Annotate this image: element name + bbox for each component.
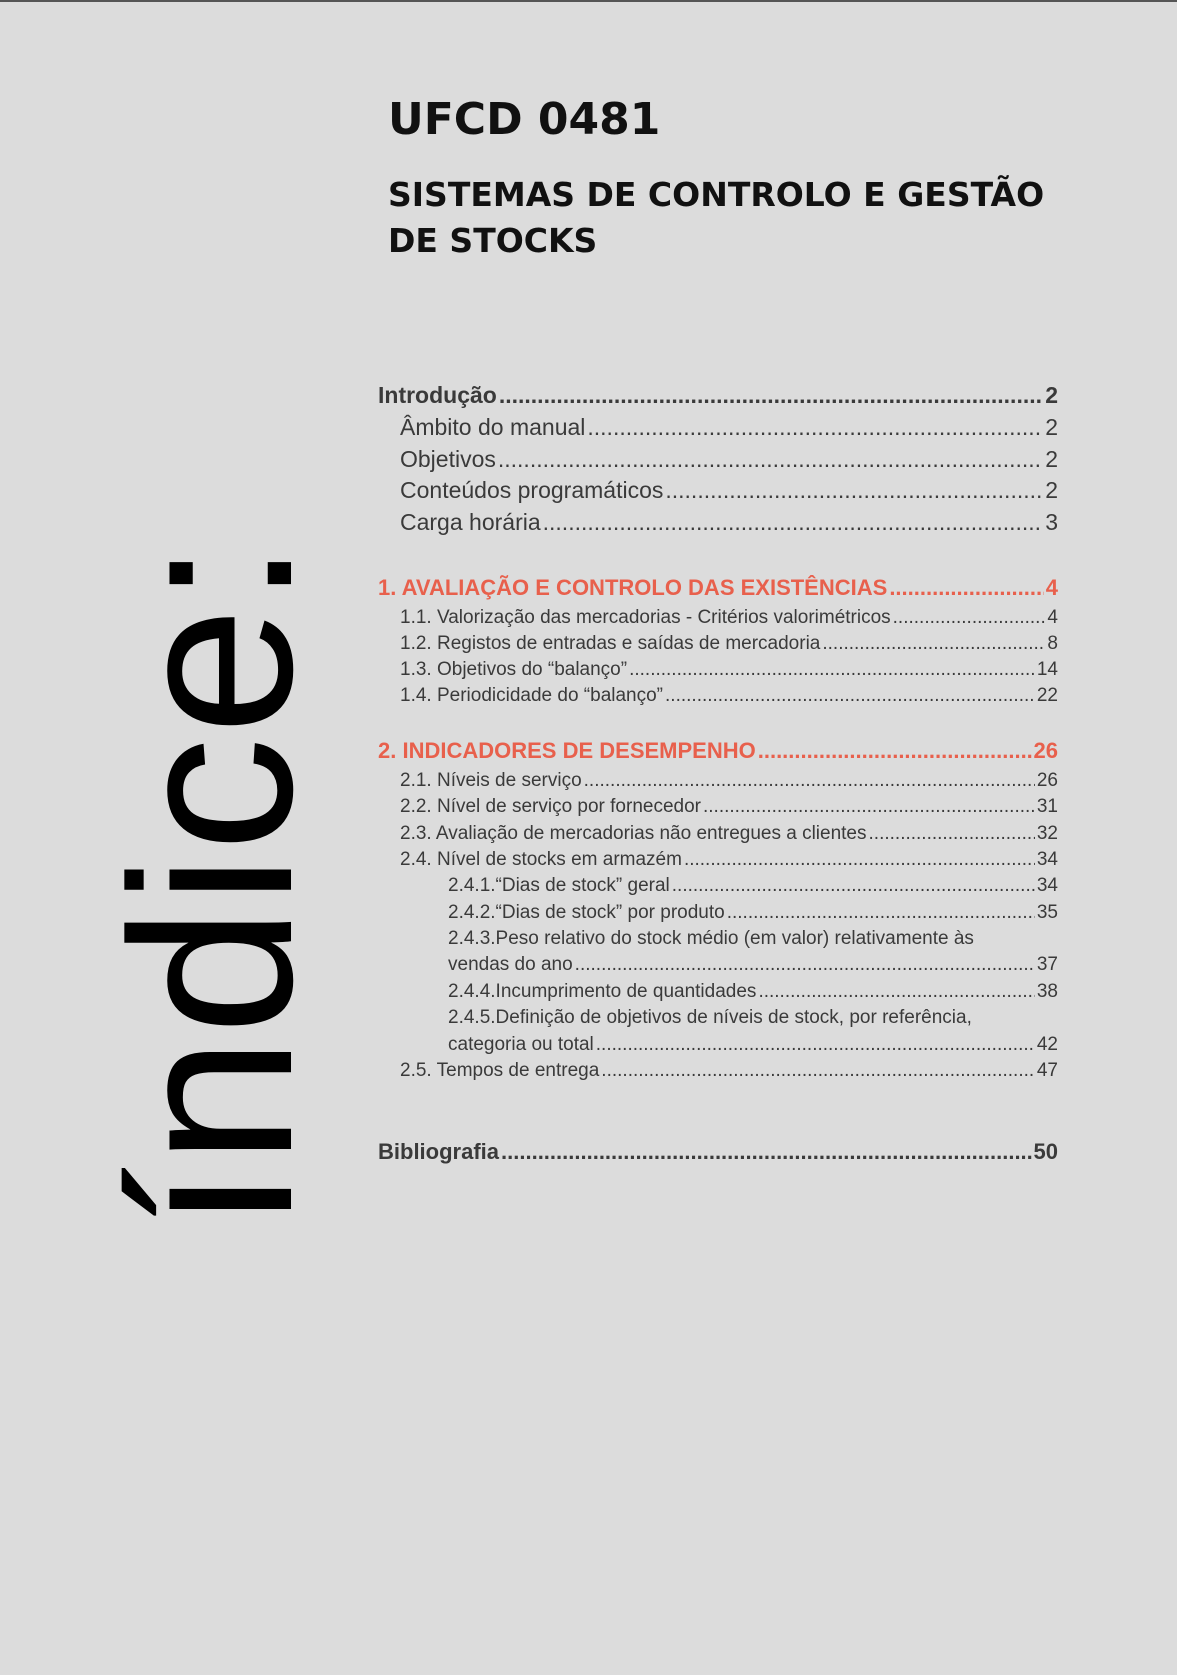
toc-label: 2.2. Nível de serviço por fornecedor <box>400 796 701 817</box>
toc-page: 22 <box>1036 685 1058 706</box>
toc-entry-2-4-2[interactable] <box>448 902 1058 924</box>
toc-label: 1.4. Periodicidade do “balanço” <box>400 685 664 706</box>
toc-page: 8 <box>1047 633 1058 654</box>
toc-leader <box>684 849 1035 871</box>
toc-entry-bibliografia[interactable] <box>378 1139 1058 1165</box>
toc-page: 2 <box>1045 382 1058 408</box>
toc-leader <box>501 1139 1032 1165</box>
toc-page: 14 <box>1036 659 1058 680</box>
toc-entry-chapter-1[interactable] <box>378 575 1058 601</box>
document-title: SISTEMAS DE CONTROLO E GESTÃO DE STOCKS <box>388 175 1045 260</box>
toc-label: vendas do ano <box>448 954 573 975</box>
toc-leader <box>601 1060 1035 1082</box>
toc-label: 2.5. Tempos de entrega <box>400 1060 600 1081</box>
toc-page: 42 <box>1036 1034 1058 1055</box>
toc-leader <box>575 954 1035 976</box>
toc-label: 1.1. Valorização das mercadorias - Critérios valorimétricos <box>400 607 891 628</box>
toc-page: 32 <box>1036 823 1058 844</box>
toc-label: Conteúdos programáticos <box>400 477 664 503</box>
toc-entry-2-4-3-line1[interactable]: 2.4.3.Peso relativo do stock médio (em valor) relativamente às <box>448 928 974 949</box>
toc-leader <box>893 607 1046 629</box>
toc-label: 2.4.4.Incumprimento de quantidades <box>448 981 757 1002</box>
toc-leader <box>543 509 1044 536</box>
toc-label: 2.4. Nível de stocks em armazém <box>400 849 682 870</box>
toc-entry-2-4-4[interactable] <box>448 981 1058 1003</box>
toc-leader <box>587 414 1043 441</box>
toc-entry-2-1[interactable] <box>400 770 1058 792</box>
toc-page: 47 <box>1036 1060 1058 1081</box>
toc-leader <box>498 446 1043 473</box>
toc-entry-carga-horaria[interactable] <box>400 509 1058 536</box>
toc-leader <box>665 477 1043 504</box>
toc-leader <box>703 796 1035 818</box>
toc-label: 2.4.2.“Dias de stock” por produto <box>448 902 725 923</box>
toc-leader <box>672 875 1035 897</box>
side-title: índice: <box>83 539 340 1231</box>
toc-entry-1-1[interactable] <box>400 607 1058 629</box>
toc-page: 3 <box>1045 509 1058 535</box>
toc-label: categoria ou total <box>448 1034 594 1055</box>
toc-label: Introdução <box>378 382 497 408</box>
toc-label: 2.4.1.“Dias de stock” geral <box>448 875 670 896</box>
toc-entry-ambito[interactable] <box>400 414 1058 441</box>
toc-page: 4 <box>1047 607 1058 628</box>
top-rule <box>0 0 1177 2</box>
toc-page: 38 <box>1036 981 1058 1002</box>
toc-page: 34 <box>1036 849 1058 870</box>
toc-leader <box>727 902 1035 924</box>
toc-label: Âmbito do manual <box>400 414 586 440</box>
toc-label: 1.3. Objetivos do “balanço” <box>400 659 628 680</box>
toc-page: 26 <box>1033 738 1058 763</box>
toc-leader <box>822 633 1045 655</box>
toc-entry-1-3[interactable] <box>400 659 1058 681</box>
toc-entry-2-5[interactable] <box>400 1060 1058 1082</box>
toc-leader <box>665 685 1035 707</box>
toc-page: 35 <box>1036 902 1058 923</box>
toc-entry-1-2[interactable] <box>400 633 1058 655</box>
toc-page: 2 <box>1045 477 1058 503</box>
toc-entry-objetivos[interactable] <box>400 446 1058 473</box>
toc-leader <box>869 823 1035 845</box>
toc-entry-conteudos[interactable] <box>400 477 1058 504</box>
toc-entry-2-4-1[interactable] <box>448 875 1058 897</box>
toc-label: Carga horária <box>400 509 541 535</box>
toc-page: 26 <box>1036 770 1058 791</box>
toc-entry-2-4-3[interactable] <box>448 954 1058 976</box>
toc-leader <box>596 1034 1035 1056</box>
toc-label: 2.1. Níveis de serviço <box>400 770 582 791</box>
toc-page: 2 <box>1045 414 1058 440</box>
toc-label: 2.3. Avaliação de mercadorias não entregues a clientes <box>400 823 867 844</box>
toc-page: 4 <box>1045 575 1058 600</box>
toc-leader <box>584 770 1035 792</box>
toc-entry-2-4-5[interactable] <box>448 1034 1058 1056</box>
toc-entry-2-4[interactable] <box>400 849 1058 871</box>
toc-entry-1-4[interactable] <box>400 685 1058 707</box>
toc-entry-2-2[interactable] <box>400 796 1058 818</box>
toc-entry-2-3[interactable] <box>400 823 1058 845</box>
toc-leader <box>889 575 1043 601</box>
toc-label: Bibliografia <box>378 1139 500 1164</box>
toc-page: 31 <box>1036 796 1058 817</box>
toc-page: 34 <box>1036 875 1058 896</box>
toc-page: 2 <box>1045 446 1058 472</box>
toc-entry-chapter-2[interactable] <box>378 738 1058 764</box>
toc-page: 50 <box>1033 1139 1058 1164</box>
toc-label: 1.2. Registos de entradas e saídas de mercadoria <box>400 633 821 654</box>
toc-entry-2-4-5-line1[interactable]: 2.4.5.Definição de objetivos de níveis de stock, por referência, <box>448 1007 972 1028</box>
toc-label: Objetivos <box>400 446 496 472</box>
toc-leader <box>629 659 1035 681</box>
toc-entry-introducao[interactable] <box>378 382 1058 409</box>
toc-label: 2. INDICADORES DE DESEMPENHO <box>378 738 756 763</box>
document-code: UFCD 0481 <box>388 94 661 145</box>
toc-leader <box>499 382 1043 409</box>
toc-leader <box>758 981 1034 1003</box>
toc-leader <box>758 738 1032 764</box>
toc-label: 1. AVALIAÇÃO E CONTROLO DAS EXISTÊNCIAS <box>378 575 888 600</box>
toc-page: 37 <box>1036 954 1058 975</box>
